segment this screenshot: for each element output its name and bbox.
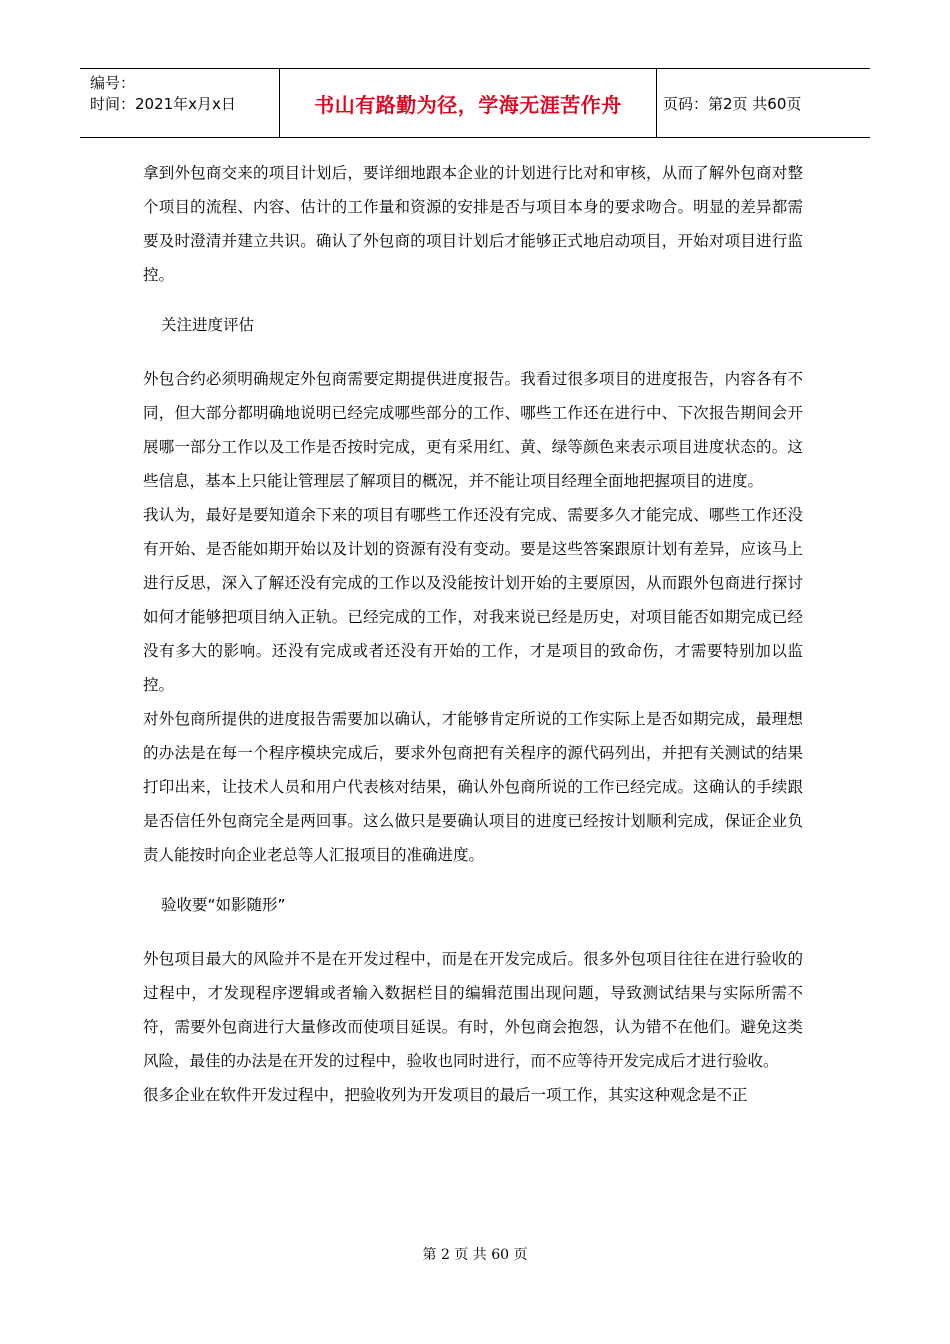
paragraph: 我认为，最好是要知道余下来的项目有哪些工作还没有完成、需要多久才能完成、哪些工作还没有开始、是否能如期开始以及计划的资源有没有变动。要是这些答案跟原计划有差异，应该马上进行反思，深入了解还没有完成的工作以及没能按计划开始的主要原因，从而跟外包商进行探讨如何才能够把项目纳入正轨。已经完成的工作，对我来说已经是历史，对项目能否如期完成已经没有多大的影响。还没有完成或者还没有开始的工作，才是项目的致命伤，才需要特别加以监控。 [143,506,803,694]
section-heading: 关注进度评估 [161,316,255,334]
document-body [143,156,803,1112]
header-meta [80,69,280,137]
header-page-code: 页码：第2页 共60页 [663,94,802,113]
paragraph: 对外包商所提供的进度报告需要加以确认，才能够肯定所说的工作实际上是否如期完成，最理想的办法是在每一个程序模块完成后，要求外包商把有关程序的源代码列出，并把有关测试的结果打印出来，让技术人员和用户代表核对结果，确认外包商所说的工作已经完成。这确认的手续跟是否信任外包商完全是两回事。这么做只是要确认项目的进度已经按计划顺利完成，保证企业负责人能按时向企业老总等人汇报项目的准确进度。 [143,710,803,864]
header-motto: 书山有路勤为径，学海无涯苦作舟 [280,69,657,137]
paragraph: 很多企业在软件开发过程中，把验收列为开发项目的最后一项工作，其实这种观念是不正 [143,1086,748,1104]
time-label: 时间：2021年x月x日 [90,95,236,113]
paragraph: 外包合约必须明确规定外包商需要定期提供进度报告。我看过很多项目的进度报告，内容各有不同，但大部分都明确地说明已经完成哪些部分的工作、哪些工作还在进行中、下次报告期间会开展哪一部分工作以及工作是否按时完成，更有采用红、黄、绿等颜色来表示项目进度状态的。这些信息，基本上只能让管理层了解项目的概况，并不能让项目经理全面地把握项目的进度。 [143,370,803,490]
page-footer: 第 2 页 共 60 页 [422,1247,528,1263]
number-label: 编号： [90,74,136,92]
paragraph: 拿到外包商交来的项目计划后，要详细地跟本企业的计划进行比对和审核，从而了解外包商对整个项目的流程、内容、估计的工作量和资源的安排是否与项目本身的要求吻合。明显的差异都需要及时澄清并建立共识。确认了外包商的项目计划后才能够正式地启动项目，开始对项目进行监控。 [143,164,803,284]
paragraph: 外包项目最大的风险并不是在开发过程中，而是在开发完成后。很多外包项目往往在进行验收的过程中，才发现程序逻辑或者输入数据栏目的编辑范围出现问题，导致测试结果与实际所需不符，需要外包商进行大量修改而使项目延误。有时，外包商会抱怨，认为错不在他们。避免这类风险，最佳的办法是在开发的过程中，验收也同时进行，而不应等待开发完成后才进行验收。 [143,950,803,1070]
section-heading: 验收要“如影随形” [161,896,286,914]
page-header [80,68,870,138]
